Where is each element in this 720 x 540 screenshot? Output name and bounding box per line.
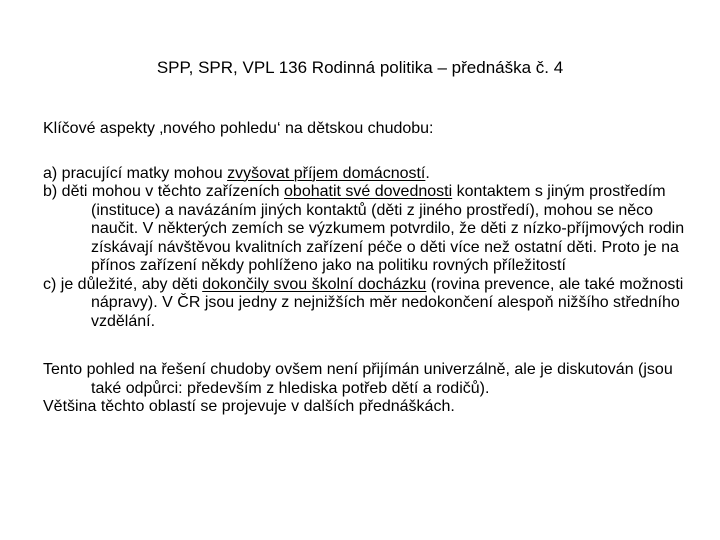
list-item-b-rest: kontaktem s jiným prostředím (instituce) a navázáním jiných kontaktů (děti z jiného prostředí), mohou se něco naučit. V některých zemích se výzkumem potvrdilo, že děti z nízko-příjmových rodin získávají návštěvou kvalitních zařízení péče o děti více než ostatní děti. Proto je na přínos zařízení někdy pohlíženo jako na politiku rovných příležitostí	[91, 183, 685, 274]
key-aspects-heading: Klíčové aspekty ‚nového pohledu‘ na dětskou chudobu:	[43, 120, 434, 137]
list-item-c-lead: c) je důležité, aby děti	[43, 275, 203, 293]
closing-paragraph-2: Většina těchto oblastí se projevuje v dalších přednáškách.	[43, 398, 455, 415]
list-item-c-emphasis: dokončily svou školní docházku	[202, 275, 427, 293]
slide-content	[43, 120, 703, 417]
list-item-b-lead: b) děti mohou v těchto zařízeních	[43, 183, 285, 200]
list-item-b	[43, 183, 703, 276]
list-item-a-emphasis: zvyšovat příjem domácností	[227, 164, 426, 182]
slide-title: SPP, SPR, VPL 136 Rodinná politika – přednáška č. 4	[156, 58, 564, 77]
list-item-b-emphasis: obohatit své dovednosti	[284, 183, 453, 200]
list-item-a	[43, 165, 703, 184]
list-item-a-rest: .	[425, 164, 430, 182]
list-item-c	[43, 276, 703, 332]
closing-paragraph-1: Tento pohled na řešení chudoby ovšem není přijímán univerzálně, ale je diskutován (jsou také odpůrci: především z hlediska potřeb dětí a rodičů).	[43, 361, 673, 397]
list-item-c-rest: (rovina prevence, ale také možnosti nápravy). V ČR jsou jedny z nejnižších měr nedokončení alespoň nižšího středního vzdělání.	[91, 275, 684, 330]
list-item-a-lead: a) pracující matky mohou	[43, 164, 228, 182]
